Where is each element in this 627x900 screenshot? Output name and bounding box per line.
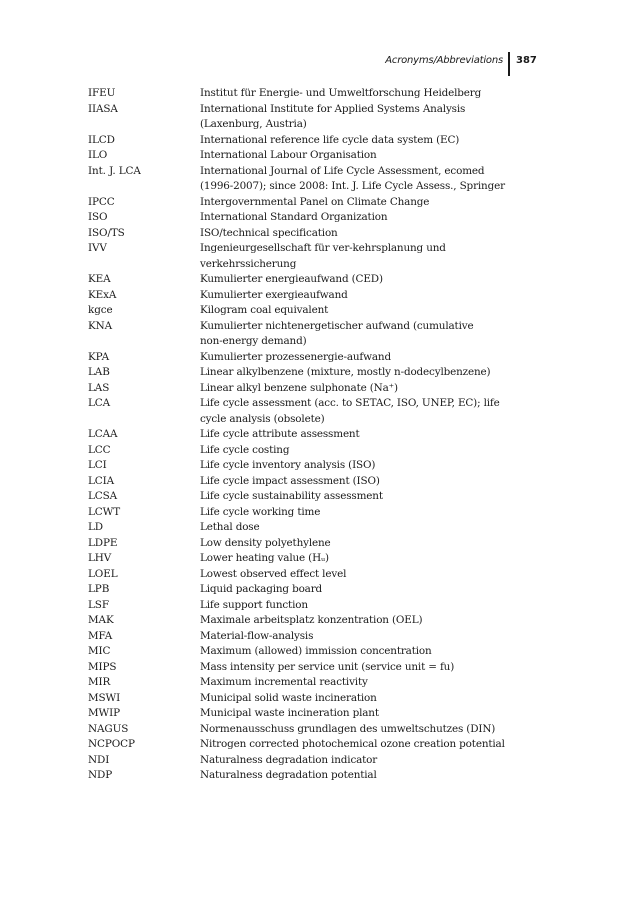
- definition-line: International Labour Organisation: [200, 149, 377, 161]
- definition-line: Material-flow-analysis: [200, 629, 314, 642]
- definition-line: International Journal of Life Cycle Assessment, ecomed: [200, 164, 485, 177]
- abbreviation-definition: [200, 567, 518, 583]
- abbreviation-entry: [88, 86, 518, 102]
- abbreviation-definition: [200, 427, 518, 443]
- abbreviation-entry: [88, 164, 518, 195]
- abbreviation-definition: [200, 241, 518, 272]
- definition-line: Life support function: [200, 598, 308, 611]
- abbreviation-definition: [200, 381, 518, 397]
- abbreviation-entry: [88, 148, 518, 164]
- abbreviation-term: IIASA: [88, 102, 118, 115]
- abbreviation-entry: [88, 288, 518, 304]
- definition-line: Maximum (allowed) immission concentration: [200, 645, 432, 657]
- definition-line: Maximum incremental reactivity: [200, 676, 368, 688]
- definition-line: Life cycle costing: [200, 443, 290, 456]
- abbreviation-entry: [88, 381, 518, 397]
- definition-line: Kumulierter prozessenergie-aufwand: [200, 350, 391, 363]
- abbreviation-entry: [88, 226, 518, 242]
- abbreviation-definition: [200, 706, 518, 722]
- definition-line: Mass intensity per service unit (service unit = fu): [200, 660, 455, 673]
- abbreviation-entry: [88, 567, 518, 583]
- definition-line: Municipal solid waste incineration: [200, 691, 377, 704]
- abbreviation-term: KEA: [88, 273, 111, 285]
- definition-line: Low density polyethylene: [200, 536, 331, 549]
- abbreviation-definition: [200, 722, 518, 738]
- abbreviation-definition: [200, 226, 518, 242]
- definition-line: non-energy demand): [200, 335, 307, 347]
- header-divider: [508, 52, 510, 76]
- abbreviation-definition: [200, 551, 518, 567]
- abbreviation-term: KPA: [88, 350, 110, 363]
- abbreviation-term: LHV: [88, 552, 112, 564]
- abbreviation-definition: [200, 272, 518, 288]
- definition-line: Kumulierter energieaufwand (CED): [200, 273, 383, 285]
- definition-line: Nitrogen corrected photochemical ozone creation potential: [200, 738, 505, 750]
- abbreviation-definition: [200, 737, 518, 753]
- abbreviation-definition: [200, 753, 518, 769]
- abbreviation-entry: [88, 520, 518, 536]
- page-header: [0, 52, 627, 76]
- definition-line: (Laxenburg, Austria): [200, 118, 307, 130]
- abbreviation-term: IVV: [88, 242, 107, 254]
- definition-line: Kumulierter exergieaufwand: [200, 288, 348, 301]
- abbreviation-entry: [88, 303, 518, 319]
- abbreviation-definition: [200, 303, 518, 319]
- abbreviation-term: MIC: [88, 645, 111, 657]
- abbreviation-definition: [200, 458, 518, 474]
- abbreviation-term: kgce: [88, 304, 113, 316]
- definition-line: Naturalness degradation potential: [200, 769, 377, 781]
- definition-line: Intergovernmental Panel on Climate Change: [200, 195, 430, 208]
- abbreviation-entry: [88, 443, 518, 459]
- abbreviation-term: IFEU: [88, 87, 116, 99]
- definition-line: Lowest observed effect level: [200, 567, 347, 580]
- abbreviation-term: ISO: [88, 211, 108, 223]
- abbreviation-term: NCPOCP: [88, 738, 135, 750]
- definition-line: Naturalness degradation indicator: [200, 753, 378, 766]
- abbreviation-term: MFA: [88, 629, 113, 642]
- abbreviation-definition: [200, 489, 518, 505]
- definition-line: cycle analysis (obsolete): [200, 412, 325, 425]
- abbreviation-term: LD: [88, 521, 104, 533]
- abbreviation-term: ILO: [88, 149, 108, 161]
- abbreviation-entry: [88, 768, 518, 784]
- abbreviation-definition: [200, 675, 518, 691]
- abbreviation-definition: [200, 629, 518, 645]
- abbreviation-definition: [200, 195, 518, 211]
- definition-line: Lethal dose: [200, 521, 260, 533]
- abbreviation-entry: [88, 210, 518, 226]
- abbreviation-definition: [200, 396, 518, 427]
- abbreviation-entry: [88, 613, 518, 629]
- definition-line: Linear alkyl benzene sulphonate (Na⁺): [200, 381, 398, 394]
- abbreviation-entry: [88, 396, 518, 427]
- abbreviation-entry: [88, 536, 518, 552]
- abbreviation-term: LCIA: [88, 474, 115, 487]
- definition-line: Life cycle attribute assessment: [200, 428, 360, 440]
- abbreviation-entry: [88, 551, 518, 567]
- abbreviation-definition: [200, 210, 518, 226]
- definition-line: Life cycle impact assessment (ISO): [200, 474, 380, 487]
- abbreviation-entry: [88, 582, 518, 598]
- abbreviation-definition: [200, 536, 518, 552]
- abbreviation-definition: [200, 474, 518, 490]
- abbreviation-term: IPCC: [88, 195, 115, 208]
- definition-line: (1996-2007); since 2008: Int. J. Life Cycle Assess., Springer: [200, 180, 505, 192]
- abbreviation-definition: [200, 520, 518, 536]
- abbreviation-term: MAK: [88, 614, 114, 626]
- abbreviation-entry: [88, 195, 518, 211]
- abbreviation-entry: [88, 737, 518, 753]
- abbreviation-entry: [88, 675, 518, 691]
- definition-line: ISO/technical specification: [200, 226, 338, 239]
- abbreviation-definition: [200, 691, 518, 707]
- abbreviation-term: LCWT: [88, 505, 121, 518]
- abbreviation-definition: [200, 582, 518, 598]
- abbreviation-entry: [88, 427, 518, 443]
- abbreviation-entry: [88, 350, 518, 366]
- abbreviation-term: LAB: [88, 366, 110, 378]
- definition-line: Normenausschuss grundlagen des umweltschutzes (DIN): [200, 722, 496, 735]
- abbreviation-term: ILCD: [88, 133, 115, 146]
- definition-line: Life cycle working time: [200, 505, 321, 518]
- abbreviation-entry: [88, 133, 518, 149]
- abbreviation-entry: [88, 319, 518, 350]
- abbreviation-entry: [88, 660, 518, 676]
- abbreviation-definition: [200, 148, 518, 164]
- abbreviation-definition: [200, 133, 518, 149]
- abbreviation-definition: [200, 102, 518, 133]
- abbreviation-definition: [200, 598, 518, 614]
- abbreviation-entry: [88, 489, 518, 505]
- abbreviation-definition: [200, 350, 518, 366]
- abbreviation-entry: [88, 644, 518, 660]
- abbreviation-term: KExA: [88, 288, 117, 301]
- abbreviation-entry: [88, 706, 518, 722]
- running-title: Acronyms/Abbreviations: [385, 55, 503, 66]
- abbreviation-term: LCI: [88, 459, 107, 471]
- abbreviation-list: [88, 86, 518, 784]
- definition-line: Institut für Energie- und Umweltforschung Heidelberg: [200, 87, 482, 99]
- abbreviation-definition: [200, 768, 518, 784]
- abbreviation-entry: [88, 272, 518, 288]
- abbreviation-term: KNA: [88, 319, 113, 332]
- abbreviation-term: LOEL: [88, 567, 118, 580]
- definition-line: Kilogram coal equivalent: [200, 304, 329, 316]
- definition-line: Kumulierter nichtenergetischer aufwand (cumulative: [200, 319, 474, 332]
- definition-line: Liquid packaging board: [200, 583, 323, 595]
- abbreviation-term: LCSA: [88, 490, 118, 502]
- abbreviation-term: MSWI: [88, 691, 121, 704]
- abbreviation-definition: [200, 443, 518, 459]
- abbreviation-entry: [88, 722, 518, 738]
- definition-line: International Standard Organization: [200, 211, 388, 223]
- abbreviation-entry: [88, 629, 518, 645]
- abbreviation-term: LPB: [88, 583, 110, 595]
- abbreviation-term: LCAA: [88, 428, 118, 440]
- abbreviation-entry: [88, 365, 518, 381]
- abbreviation-term: MIPS: [88, 660, 117, 673]
- abbreviation-entry: [88, 241, 518, 272]
- abbreviation-term: LCA: [88, 397, 111, 409]
- abbreviation-entry: [88, 598, 518, 614]
- abbreviation-term: ISO/TS: [88, 226, 125, 239]
- abbreviation-entry: [88, 102, 518, 133]
- definition-line: Life cycle assessment (acc. to SETAC, ISO, UNEP, EC); life: [200, 397, 500, 409]
- abbreviation-definition: [200, 365, 518, 381]
- abbreviation-term: LSF: [88, 598, 109, 611]
- definition-line: verkehrssicherung: [200, 257, 297, 270]
- definition-line: Life cycle sustainability assessment: [200, 490, 383, 502]
- abbreviation-definition: [200, 319, 518, 350]
- definition-line: Maximale arbeitsplatz konzentration (OEL): [200, 614, 423, 626]
- abbreviation-definition: [200, 505, 518, 521]
- abbreviation-entry: [88, 753, 518, 769]
- definition-line: Municipal waste incineration plant: [200, 707, 379, 719]
- definition-line: International reference life cycle data system (EC): [200, 133, 460, 146]
- abbreviation-entry: [88, 458, 518, 474]
- abbreviation-definition: [200, 644, 518, 660]
- abbreviation-term: MWIP: [88, 707, 121, 719]
- abbreviation-entry: [88, 474, 518, 490]
- abbreviation-entry: [88, 505, 518, 521]
- abbreviation-term: LDPE: [88, 536, 118, 549]
- definition-line: Linear alkylbenzene (mixture, mostly n-dodecylbenzene): [200, 366, 491, 378]
- abbreviation-term: Int. J. LCA: [88, 164, 141, 177]
- abbreviation-definition: [200, 288, 518, 304]
- definition-line: Ingenieurgesellschaft für ver-kehrsplanung und: [200, 242, 446, 254]
- abbreviation-definition: [200, 164, 518, 195]
- abbreviation-definition: [200, 660, 518, 676]
- definition-line: Life cycle inventory analysis (ISO): [200, 459, 376, 471]
- abbreviation-definition: [200, 613, 518, 629]
- abbreviation-term: LAS: [88, 381, 110, 394]
- abbreviation-term: NDI: [88, 753, 110, 766]
- abbreviation-term: LCC: [88, 443, 111, 456]
- definition-line: International Institute for Applied Systems Analysis: [200, 102, 466, 115]
- abbreviation-term: NDP: [88, 769, 113, 781]
- page-number: 387: [516, 55, 537, 66]
- abbreviation-definition: [200, 86, 518, 102]
- abbreviation-term: MIR: [88, 676, 111, 688]
- definition-line: Lower heating value (Hᵤ): [200, 552, 329, 564]
- abbreviation-term: NAGUS: [88, 722, 129, 735]
- abbreviation-entry: [88, 691, 518, 707]
